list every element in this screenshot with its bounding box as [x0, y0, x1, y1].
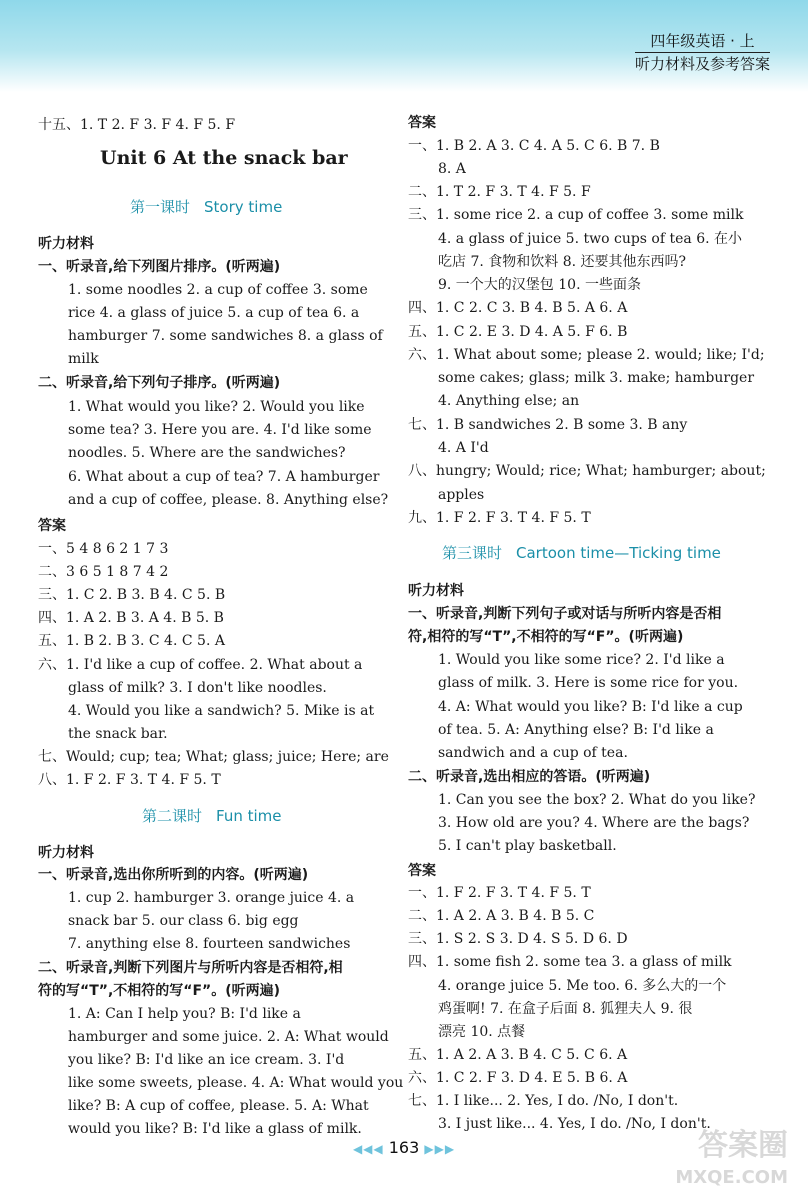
answer-line: 八、hungry; Would; rice; What; hamburger; about;: [408, 463, 766, 479]
text-line: glass of milk? 3. I don't like noodles.: [68, 680, 327, 696]
answer-line: 二、1. T 2. F 3. T 4. F 5. F: [408, 184, 591, 200]
answer-line: 二、1. A 2. A 3. B 4. B 5. C: [408, 908, 595, 924]
text-line: 4. A: What would you like? B: I'd like a cup: [438, 699, 743, 715]
answer-line: 一、1. B 2. A 3. C 4. A 5. C 6. B 7. B: [408, 138, 660, 154]
text-line: 4. Anything else; an: [438, 393, 580, 409]
lesson-heading-2: [142, 805, 282, 827]
answer-line: 五、1. C 2. E 3. D 4. A 5. F 6. B: [408, 324, 628, 340]
text-line: of tea. 5. A: Anything else? B: I'd like a: [438, 722, 714, 738]
text-line: apples: [438, 487, 485, 503]
watermark-url: MXQE.COM: [675, 1167, 788, 1188]
section-heading: 答案: [408, 115, 436, 131]
answer-line: 三、1. S 2. S 3. D 4. S 5. D 6. D: [408, 931, 628, 947]
answer-line: 十五、1. T 2. F 3. F 4. F 5. F: [38, 117, 236, 133]
text-line: noodles. 5. Where are the sandwiches?: [68, 445, 346, 461]
left-arrows-icon: ◀◀◀: [352, 1142, 384, 1156]
watermark-logo: [675, 1130, 788, 1194]
question-heading: 一、听录音,选出你所听到的内容。(听两遍): [38, 867, 309, 883]
lesson-name: Story time: [204, 198, 283, 216]
lesson-label: 第二课时: [142, 807, 203, 825]
text-line: like some sweets, please. 4. A: What would you: [68, 1075, 404, 1091]
answer-line: 五、1. B 2. B 3. C 4. C 5. A: [38, 633, 225, 649]
watermark-text: 答案圈: [698, 1128, 788, 1163]
answer-line: 一、5 4 8 6 2 1 7 3: [38, 541, 169, 557]
text-line: the snack bar.: [68, 726, 168, 742]
text-line: and a cup of coffee, please. 8. Anything else?: [68, 492, 389, 508]
text-line: 1. Would you like some rice? 2. I'd like a: [438, 652, 725, 668]
text-line: 3. How old are you? 4. Where are the bags?: [438, 815, 750, 831]
text-line: 漂亮 10. 点餐: [438, 1024, 526, 1040]
section-heading: 答案: [38, 518, 66, 534]
answer-line: 六、1. What about some; please 2. would; like; I'd;: [408, 347, 765, 363]
text-line: hamburger 7. some sandwiches 8. a glass of: [68, 328, 383, 344]
answer-line: 四、1. C 2. C 3. B 4. B 5. A 6. A: [408, 300, 628, 316]
answer-line: 九、1. F 2. F 3. T 4. F 5. T: [408, 510, 591, 526]
question-heading: 符的写“T”,不相符的写“F”。(听两遍): [38, 983, 281, 999]
text-line: 8. A: [438, 161, 466, 177]
right-arrows-icon: ▶▶▶: [424, 1142, 456, 1156]
answer-line: 六、1. I'd like a cup of coffee. 2. What about a: [38, 657, 363, 673]
lesson-name: Fun time: [216, 807, 282, 825]
text-line: 4. a glass of juice 5. two cups of tea 6. 在小: [438, 231, 743, 247]
section-heading: 听力材料: [38, 236, 94, 252]
text-line: would you like? B: I'd like a glass of milk.: [68, 1121, 362, 1137]
text-line: 1. cup 2. hamburger 3. orange juice 4. a: [68, 890, 355, 906]
text-line: 4. orange juice 5. Me too. 6. 多么大的一个: [438, 978, 727, 994]
text-line: hamburger and some juice. 2. A: What would: [68, 1029, 389, 1045]
text-line: milk: [68, 351, 99, 367]
question-heading: 一、听录音,判断下列句子或对话与所听内容是否相: [408, 606, 722, 622]
answer-line: 五、1. A 2. A 3. B 4. C 5. C 6. A: [408, 1047, 628, 1063]
unit-title: Unit 6 At the snack bar: [100, 147, 348, 169]
answer-line: 七、1. I like... 2. Yes, I do. /No, I don't.: [408, 1093, 679, 1109]
answer-line: 三、1. some rice 2. a cup of coffee 3. some milk: [408, 207, 744, 223]
text-line: 1. some noodles 2. a cup of coffee 3. some: [68, 282, 368, 298]
question-heading: 一、听录音,给下列图片排序。(听两遍): [38, 259, 281, 275]
header-line-1: 四年级英语 · 上: [635, 30, 770, 53]
text-line: 鸡蛋啊! 7. 在盒子后面 8. 狐狸夫人 9. 很: [438, 1001, 693, 1017]
text-line: 7. anything else 8. fourteen sandwiches: [68, 936, 351, 952]
question-heading: 二、听录音,给下列句子排序。(听两遍): [38, 375, 281, 391]
page-number: 163: [388, 1138, 420, 1157]
text-line: you like? B: I'd like an ice cream. 3. I'd: [68, 1052, 345, 1068]
answer-line: 四、1. some fish 2. some tea 3. a glass of milk: [408, 954, 732, 970]
lesson-heading-1: [130, 196, 282, 218]
answer-line: 七、1. B sandwiches 2. B some 3. B any: [408, 417, 688, 433]
section-heading: 听力材料: [38, 845, 94, 861]
answer-line: 一、1. F 2. F 3. T 4. F 5. T: [408, 885, 591, 901]
answer-line: 七、Would; cup; tea; What; glass; juice; Here; are: [38, 749, 389, 765]
text-line: 9. 一个大的汉堡包 10. 一些面条: [438, 277, 641, 293]
lesson-name: Cartoon time—Ticking time: [516, 544, 721, 562]
lesson-heading-3: [442, 542, 721, 564]
text-line: 1. A: Can I help you? B: I'd like a: [68, 1006, 301, 1022]
text-line: 4. A I'd: [438, 440, 489, 456]
question-heading: 二、听录音,判断下列图片与所听内容是否相符,相: [38, 960, 343, 976]
text-line: 5. I can't play basketball.: [438, 838, 617, 854]
text-line: 3. I just like... 4. Yes, I do. /No, I don't.: [438, 1116, 711, 1132]
question-heading: 符,相符的写“T”,不相符的写“F”。(听两遍): [408, 629, 684, 645]
answer-line: 三、1. C 2. B 3. B 4. C 5. B: [38, 587, 226, 603]
text-line: snack bar 5. our class 6. big egg: [68, 913, 299, 929]
section-heading: 听力材料: [408, 583, 464, 599]
text-line: sandwich and a cup of tea.: [438, 745, 628, 761]
text-line: 6. What about a cup of tea? 7. A hamburger: [68, 469, 380, 485]
text-line: 1. What would you like? 2. Would you like: [68, 399, 365, 415]
answer-line: 六、1. C 2. F 3. D 4. E 5. B 6. A: [408, 1070, 628, 1086]
question-heading: 二、听录音,选出相应的答语。(听两遍): [408, 769, 651, 785]
header-line-2: 听力材料及参考答案: [634, 55, 770, 73]
text-line: some tea? 3. Here you are. 4. I'd like some: [68, 422, 372, 438]
answer-line: 四、1. A 2. B 3. A 4. B 5. B: [38, 610, 224, 626]
answer-line: 八、1. F 2. F 3. T 4. F 5. T: [38, 772, 221, 788]
lesson-label: 第三课时: [442, 544, 503, 562]
running-header: [635, 30, 770, 75]
text-line: rice 4. a glass of juice 5. a cup of tea 6. a: [68, 305, 360, 321]
text-line: 吃店 7. 食物和饮料 8. 还要其他东西吗?: [438, 254, 687, 270]
text-line: glass of milk. 3. Here is some rice for you.: [438, 675, 739, 691]
text-line: some cakes; glass; milk 3. make; hamburger: [438, 370, 755, 386]
answer-line: 二、3 6 5 1 8 7 4 2: [38, 564, 169, 580]
lesson-label: 第一课时: [130, 198, 191, 216]
text-line: like? B: A cup of coffee, please. 5. A: What: [68, 1098, 369, 1114]
text-line: 1. Can you see the box? 2. What do you like?: [438, 792, 756, 808]
section-heading: 答案: [408, 863, 436, 879]
text-line: 4. Would you like a sandwich? 5. Mike is at: [68, 703, 375, 719]
